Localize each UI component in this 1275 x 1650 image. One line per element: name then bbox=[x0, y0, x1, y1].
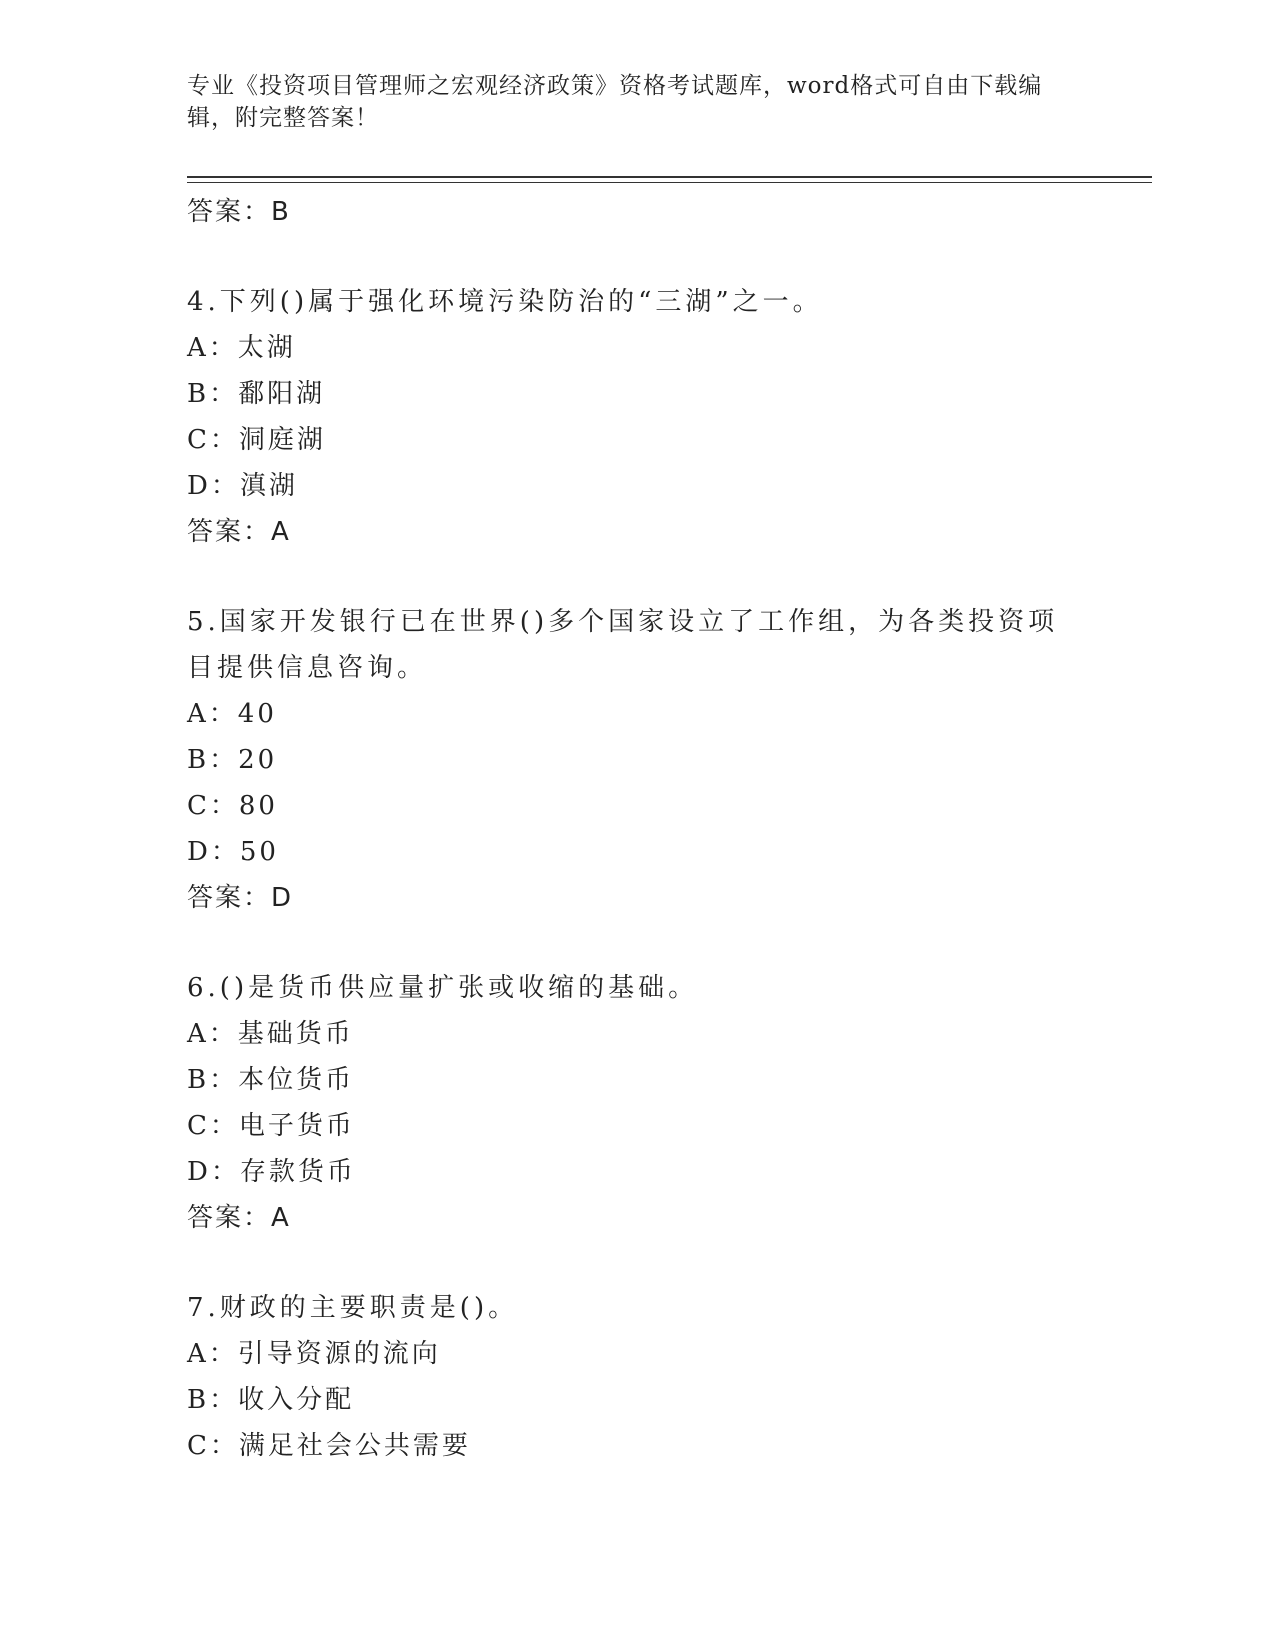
option-c: C：80 bbox=[187, 791, 278, 821]
answer-line: 答案：A bbox=[187, 1203, 291, 1233]
document-page bbox=[187, 70, 1152, 1469]
question-5 bbox=[187, 599, 1152, 921]
question-7 bbox=[187, 1285, 1152, 1469]
question-4 bbox=[187, 279, 1152, 555]
option-b: B：鄱阳湖 bbox=[187, 379, 326, 409]
answer-line: 答案：A bbox=[187, 517, 291, 547]
option-d: D：滇湖 bbox=[187, 471, 298, 501]
previous-answer: 答案：B bbox=[187, 197, 291, 227]
option-a: A：引导资源的流向 bbox=[187, 1339, 441, 1369]
option-d: D：50 bbox=[187, 837, 279, 867]
option-a: A：基础货币 bbox=[187, 1019, 354, 1049]
question-stem: 6.()是货币供应量扩张或收缩的基础。 bbox=[187, 973, 699, 1003]
option-b: B：20 bbox=[187, 745, 278, 775]
question-6 bbox=[187, 965, 1152, 1241]
option-d: D：存款货币 bbox=[187, 1157, 356, 1187]
option-c: C：洞庭湖 bbox=[187, 425, 326, 455]
question-stem: 7.财政的主要职责是()。 bbox=[187, 1293, 519, 1323]
option-b: B：本位货币 bbox=[187, 1065, 355, 1095]
question-stem: 5.国家开发银行已在世界()多个国家设立了工作组，为各类投资项目提供信息咨询。 bbox=[187, 607, 1059, 683]
option-a: A：40 bbox=[187, 699, 277, 729]
option-c: C：电子货币 bbox=[187, 1111, 355, 1141]
answer-line: 答案：D bbox=[187, 883, 294, 913]
option-c: C：满足社会公共需要 bbox=[187, 1431, 471, 1461]
option-b: B：收入分配 bbox=[187, 1385, 355, 1415]
question-stem: 4.下列()属于强化环境污染防治的“三湖”之一。 bbox=[187, 287, 823, 317]
header-divider bbox=[187, 176, 1152, 183]
document-header: 专业《投资项目管理师之宏观经济政策》资格考试题库，word格式可自由下载编辑，附完整答案！ bbox=[187, 73, 1043, 131]
option-a: A：太湖 bbox=[187, 333, 296, 363]
